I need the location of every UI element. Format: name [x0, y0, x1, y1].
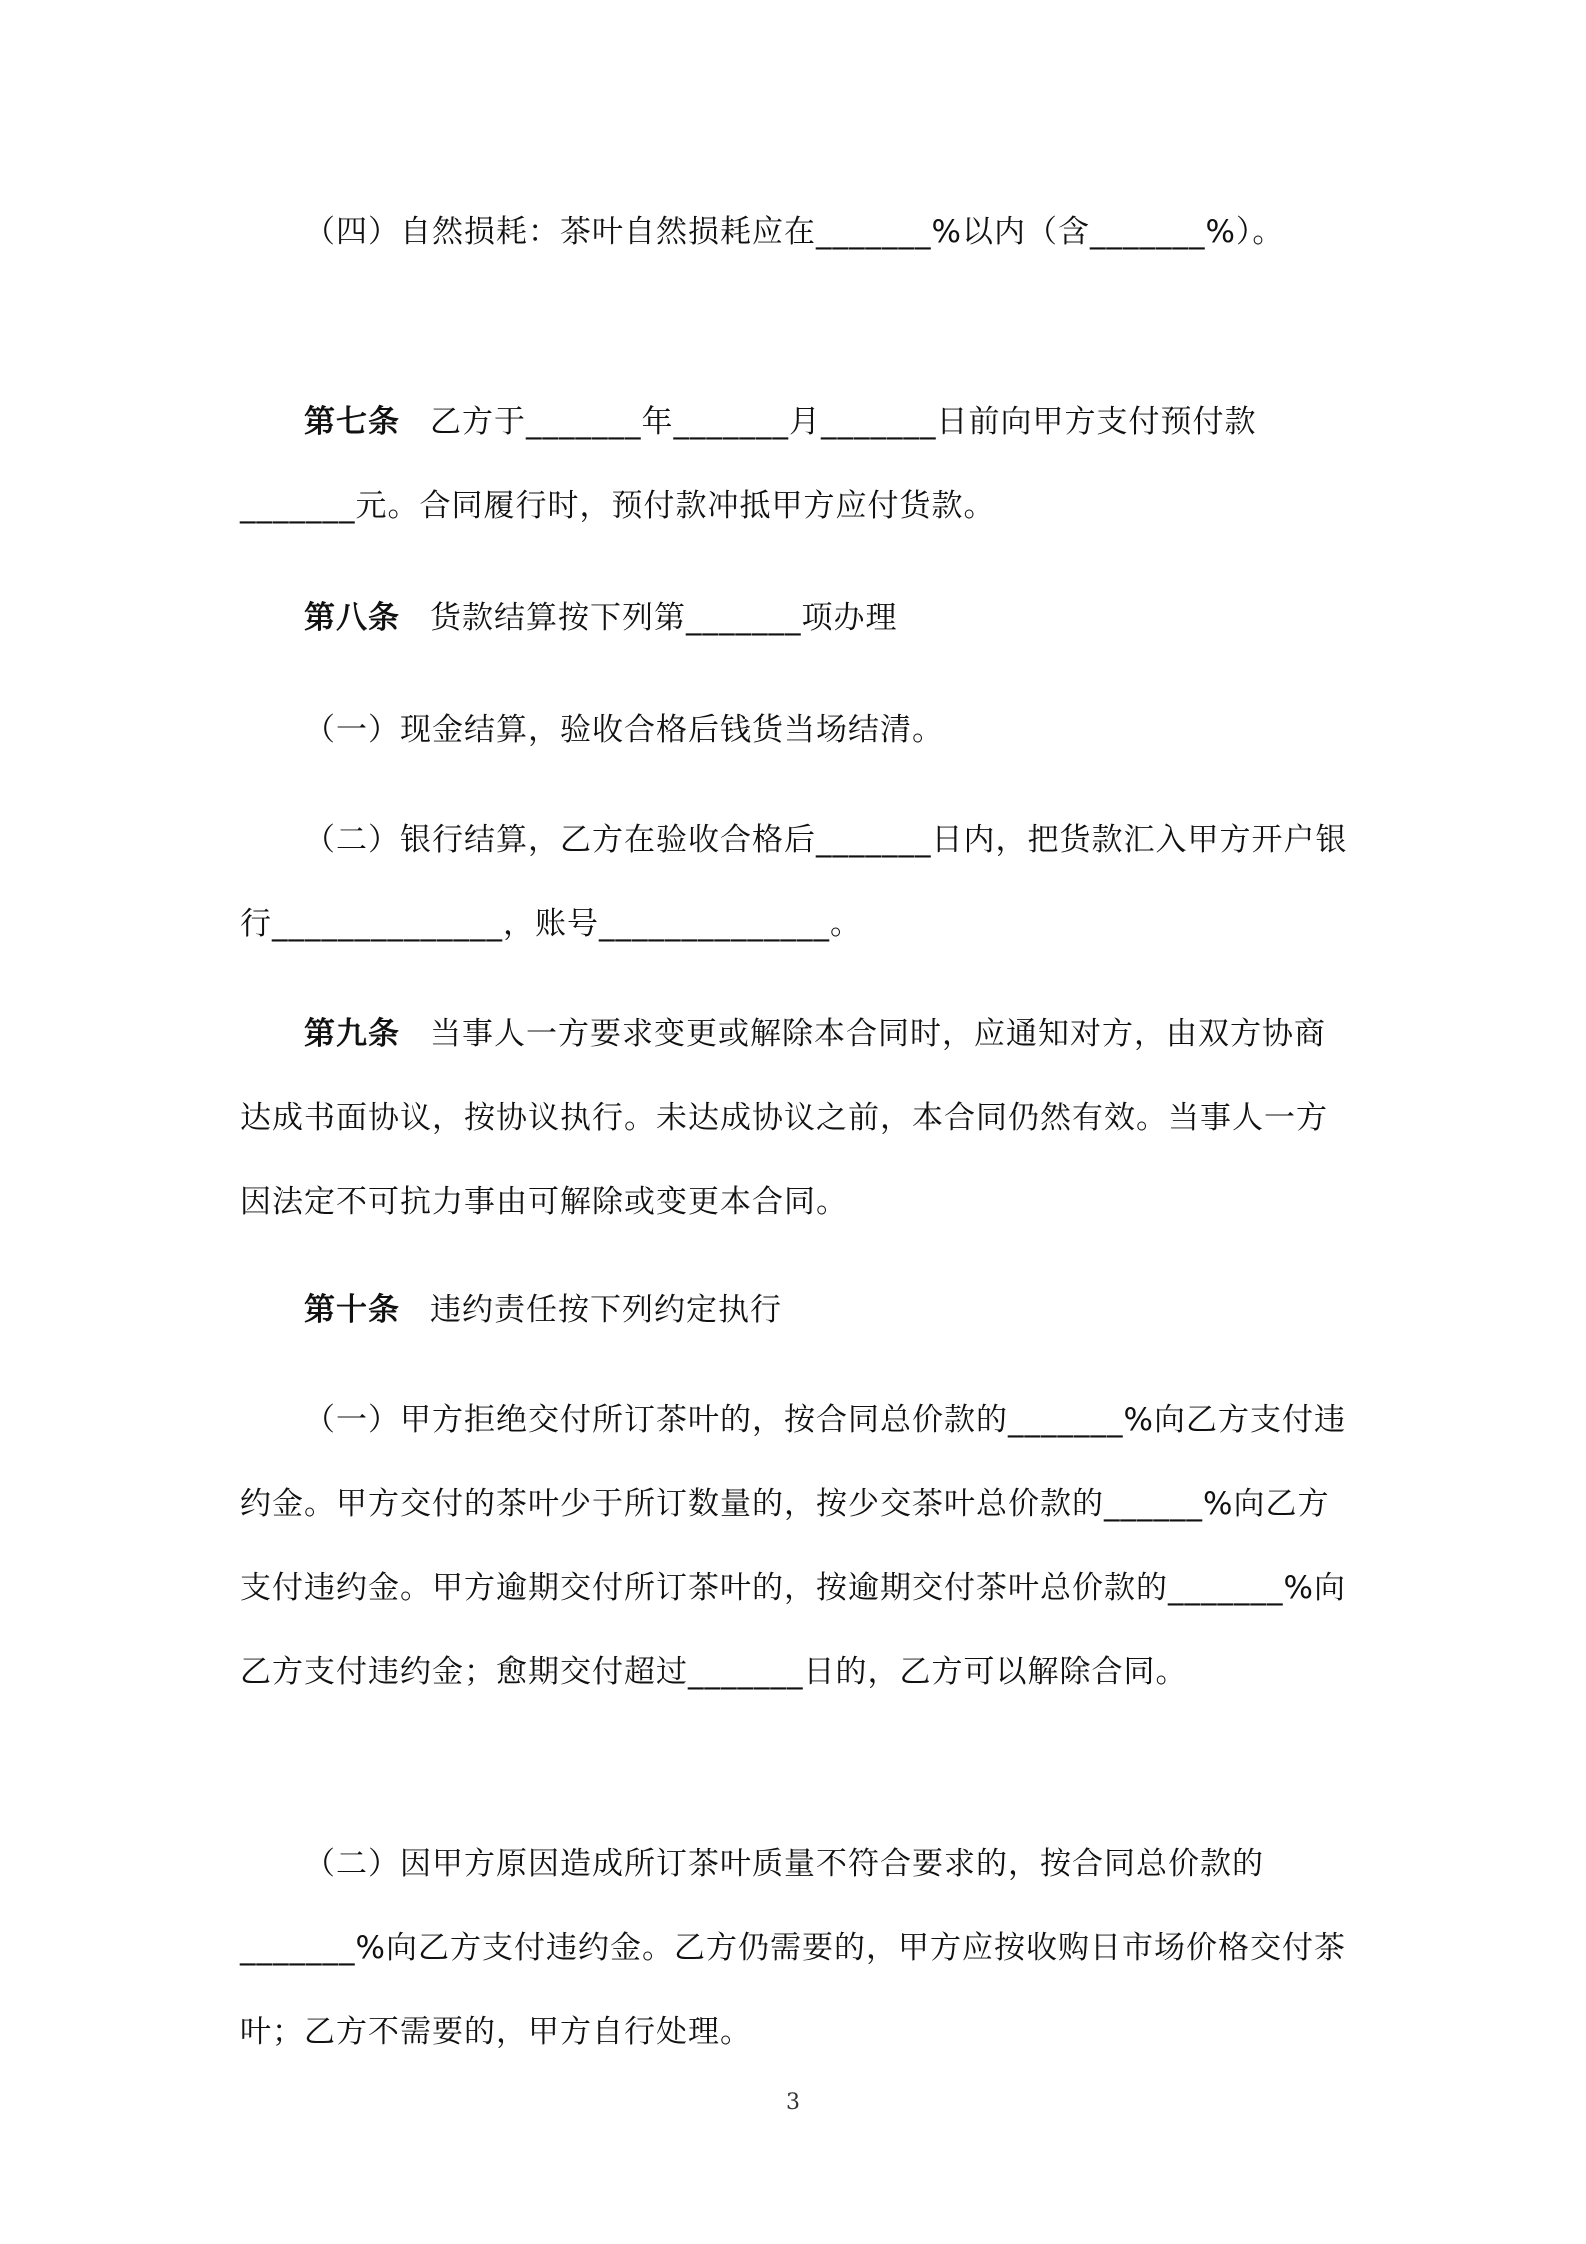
paragraph-text: （一）甲方拒绝交付所订茶叶的，按合同总价款的_______%向乙方支付违约金。甲方交付的茶叶少于所订数量的，按少交茶叶总价款的______%向乙方支付违约金。甲方逾期交付所订茶叶的，按逾期交付茶叶总价款的_______%向乙方支付违约金；愈期交付超过_______日的，乙方可以解除合同。 — [240, 1402, 1346, 1690]
paragraph-text: （二）银行结算，乙方在验收合格后_______日内，把货款汇入甲方开户银行______________，账号______________。 — [240, 822, 1348, 942]
article-8-item-1 — [240, 688, 1350, 772]
page-number: 3 — [786, 2090, 800, 2115]
article-heading: 第九条 — [304, 1016, 400, 1052]
paragraph-text: 当事人一方要求变更或解除本合同时，应通知对方，由双方协商达成书面协议，按协议执行。未达成协议之前，本合同仍然有效。当事人一方因法定不可抗力事由可解除或变更本合同。 — [240, 1016, 1328, 1220]
article-heading: 第十条 — [304, 1292, 400, 1328]
article-8-item-2 — [240, 798, 1350, 966]
paragraph-text: （二）因甲方原因造成所订茶叶质量不符合要求的，按合同总价款的_______%向乙方支付违约金。乙方仍需要的，甲方应按收购日市场价格交付茶叶；乙方不需要的，甲方自行处理。 — [240, 1846, 1346, 2050]
article-10-item-1 — [240, 1378, 1350, 1714]
paragraph-natural-loss — [240, 190, 1350, 274]
paragraph-text: 乙方于_______年_______月_______日前向甲方支付预付款_______元。合同履行时，预付款冲抵甲方应付货款。 — [240, 404, 1257, 524]
article-7 — [240, 380, 1350, 548]
paragraph-text: （一）现金结算，验收合格后钱货当场结清。 — [304, 712, 944, 748]
paragraph-text: 货款结算按下列第_______项办理 — [430, 600, 898, 636]
article-8 — [240, 576, 1350, 660]
article-heading: 第八条 — [304, 600, 400, 636]
article-9 — [240, 992, 1350, 1244]
article-10 — [240, 1268, 1350, 1352]
article-heading: 第七条 — [304, 404, 400, 440]
article-10-item-2 — [240, 1822, 1350, 2074]
paragraph-text: （四）自然损耗：茶叶自然损耗应在_______%以内（含_______%）。 — [304, 214, 1285, 250]
paragraph-text: 违约责任按下列约定执行 — [430, 1292, 782, 1328]
